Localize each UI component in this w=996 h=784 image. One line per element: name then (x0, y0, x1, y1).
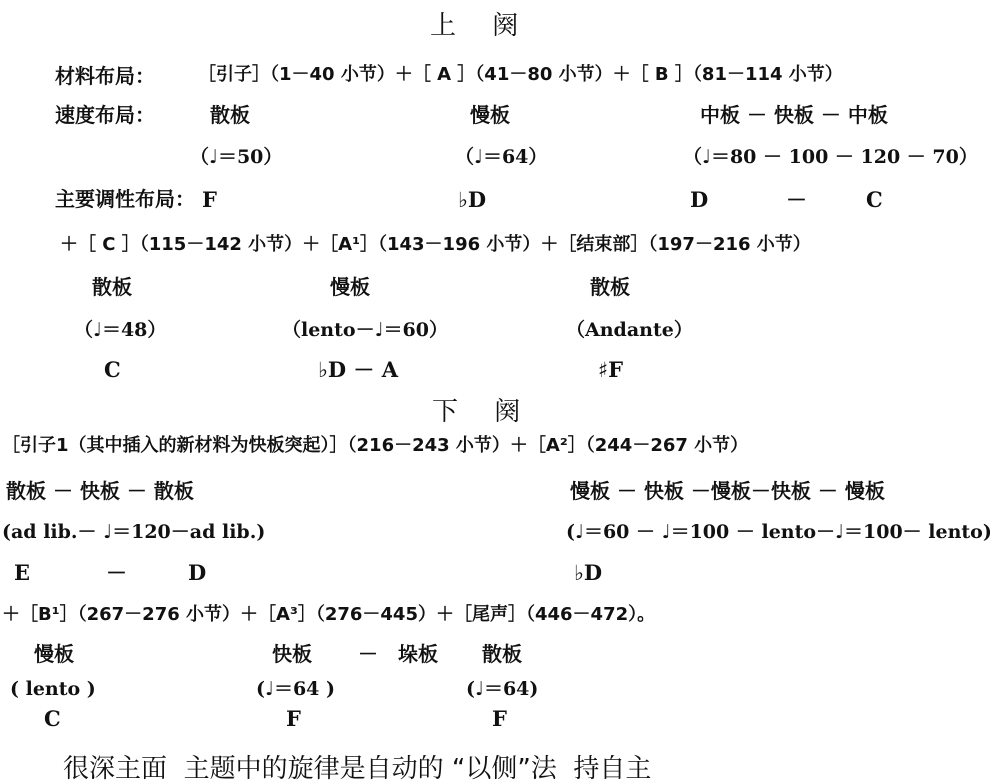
upper-key-4: C (866, 187, 883, 212)
lower-key-1: E (14, 560, 31, 585)
lower-key-2: D (188, 560, 207, 585)
bottom-text-fragment: 很深主面 主题中的旋律是自动的 “以侧”法 持自主 (30, 754, 652, 784)
lower-key-4: C (44, 706, 61, 731)
lower-mm-5: (♩＝64) (466, 678, 539, 700)
lower-key-5: F (286, 706, 301, 731)
upper-key-7: ♯F (598, 357, 624, 382)
upper-key-5: C (104, 357, 121, 382)
lower-tempo-3: 慢板 (34, 642, 74, 666)
upper-key-3: D (690, 187, 709, 212)
upper-key-2: ♭D (458, 187, 487, 212)
lower-tempo-6: 散板 (482, 642, 522, 666)
lower-key-6: F (492, 706, 507, 731)
lower-key-3: ♭D (574, 560, 603, 585)
upper-key-1: F (202, 187, 217, 212)
upper-tempo-4: 散板 (92, 275, 132, 299)
upper-mm-4: （♩＝48） (74, 319, 167, 341)
upper-material-label: 材料布局： (55, 64, 155, 88)
upper-key-dash: － (786, 187, 807, 212)
upper-mm-2: （♩＝64） (455, 146, 548, 168)
lower-mm-4: (♩＝64 ) (256, 678, 335, 700)
upper-tempo-label: 速度布局： (55, 103, 155, 127)
lower-tempo-4: 快板 (272, 642, 312, 666)
upper-key-label: 主要调性布局： (55, 187, 195, 211)
lower-key-dash: － (106, 560, 127, 585)
upper-mm-1: （♩＝50） (190, 146, 283, 168)
lower-tempo-2: 慢板 － 快板 －慢板－快板 － 慢板 (570, 479, 885, 503)
upper-material-text: ［引子］（1－40 小节）＋［ A ］（41－80 小节）＋［ B ］（81－114 小节） (198, 64, 843, 85)
upper-tempo-6: 散板 (590, 275, 630, 299)
upper-key-6: ♭D － A (318, 357, 399, 382)
upper-mm-6: （Andante） (566, 319, 693, 341)
lower-mm-2: (♩＝60 － ♩＝100 － lento－♩＝100－ lento) (566, 521, 992, 543)
upper-heading: 上 阕 (430, 11, 533, 41)
upper-mm-5: （lento－♩＝60） (282, 319, 448, 341)
lower-material-text: ［引子1（其中插入的新材料为快板突起）］（216－243 小节）＋［A²］（244－267 小节） (2, 435, 749, 456)
lower-mm-1: (ad lib.－ ♩＝120－ad lib.) (2, 521, 266, 543)
upper-material-text-2: ＋［ C ］（115－142 小节）＋［A¹］（143－196 小节）＋［结束部］（197－216 小节） (60, 234, 811, 255)
lower-material-text-2: ＋［B¹］（267－276 小节）＋［A³］（276－445）＋［尾声］（446－472）。 (2, 604, 656, 625)
lower-tempo-5: 垛板 (398, 642, 438, 666)
lower-mm-3: ( lento ) (10, 678, 96, 700)
lower-heading: 下 阕 (432, 397, 535, 427)
lower-tempo-dash: － (358, 642, 378, 666)
upper-tempo-1: 散板 (210, 103, 250, 127)
upper-tempo-2: 慢板 (470, 103, 510, 127)
upper-mm-3: （♩＝80 － 100 － 120 － 70） (683, 146, 978, 168)
upper-tempo-3: 中板 － 快板 － 中板 (700, 103, 888, 127)
upper-tempo-5: 慢板 (330, 275, 370, 299)
lower-tempo-1: 散板 － 快板 － 散板 (6, 479, 194, 503)
